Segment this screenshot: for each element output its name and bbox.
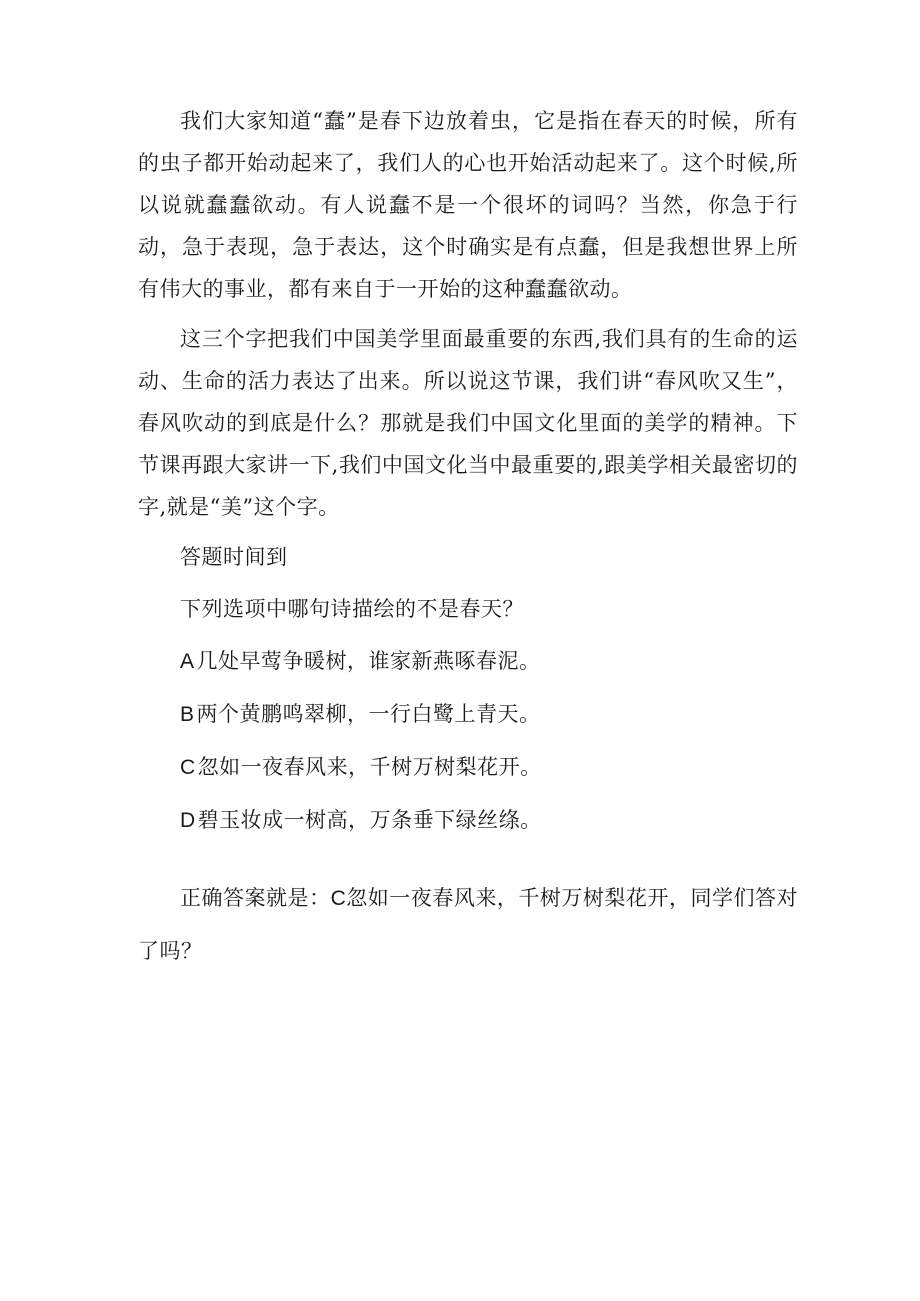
option-letter: A [180, 650, 195, 673]
document-page [138, 100, 798, 977]
answer-text: 忽如一夜春风来，千树万树梨花开，同学们答对了吗？ [138, 886, 799, 963]
paragraph-chun-explanation: 我们大家知道“蠢”是春下边放着虫，它是指在春天的时候，所有的虫子都开始动起来了，我们人的心也开始活动起来了。这个时候,所以说就蠢蠢欲动。有人说蠢不是一个很坏的词吗？当然，你急于行动，急于表现，急于表达，这个时确实是有点蠢，但是我想世界上所有伟大的事业，都有来自于一开始的这种蠢蠢欲动。 [138, 109, 798, 301]
paragraph-aesthetics: 这三个字把我们中国美学里面最重要的东西,我们具有的生命的运动、生命的活力表达了出来。所以说这节课，我们讲“春风吹又生”，春风吹动的到底是什么？那就是我们中国文化里面的美学的精神。下节课再跟大家讲一下,我们中国文化当中最重要的,跟美学相关最密切的字,就是“美”这个字。 [138, 327, 798, 519]
quiz-option-c [138, 746, 798, 789]
quiz-option-b [138, 693, 798, 736]
quiz-answer [138, 872, 798, 977]
option-text: 碧玉妆成一树高，万条垂下绿丝绦。 [197, 808, 542, 832]
quiz-question: 下列选项中哪句诗描绘的不是春天？ [180, 597, 524, 621]
option-text: 两个黄鹏鸣翠柳，一行白鹭上青天。 [196, 702, 541, 726]
quiz-option-a [138, 640, 798, 683]
option-letter: B [180, 703, 195, 726]
option-letter: C [180, 756, 196, 779]
option-text: 几处早莺争暖树，谁家新燕啄春泥。 [196, 649, 541, 673]
answer-letter: C [330, 887, 347, 910]
quiz-heading: 答题时间到 [180, 545, 288, 569]
quiz-option-d [138, 799, 798, 842]
option-text: 忽如一夜春风来，千树万树梨花开。 [197, 755, 542, 779]
answer-prefix: 正确答案就是： [180, 886, 331, 910]
option-letter: D [180, 809, 196, 832]
